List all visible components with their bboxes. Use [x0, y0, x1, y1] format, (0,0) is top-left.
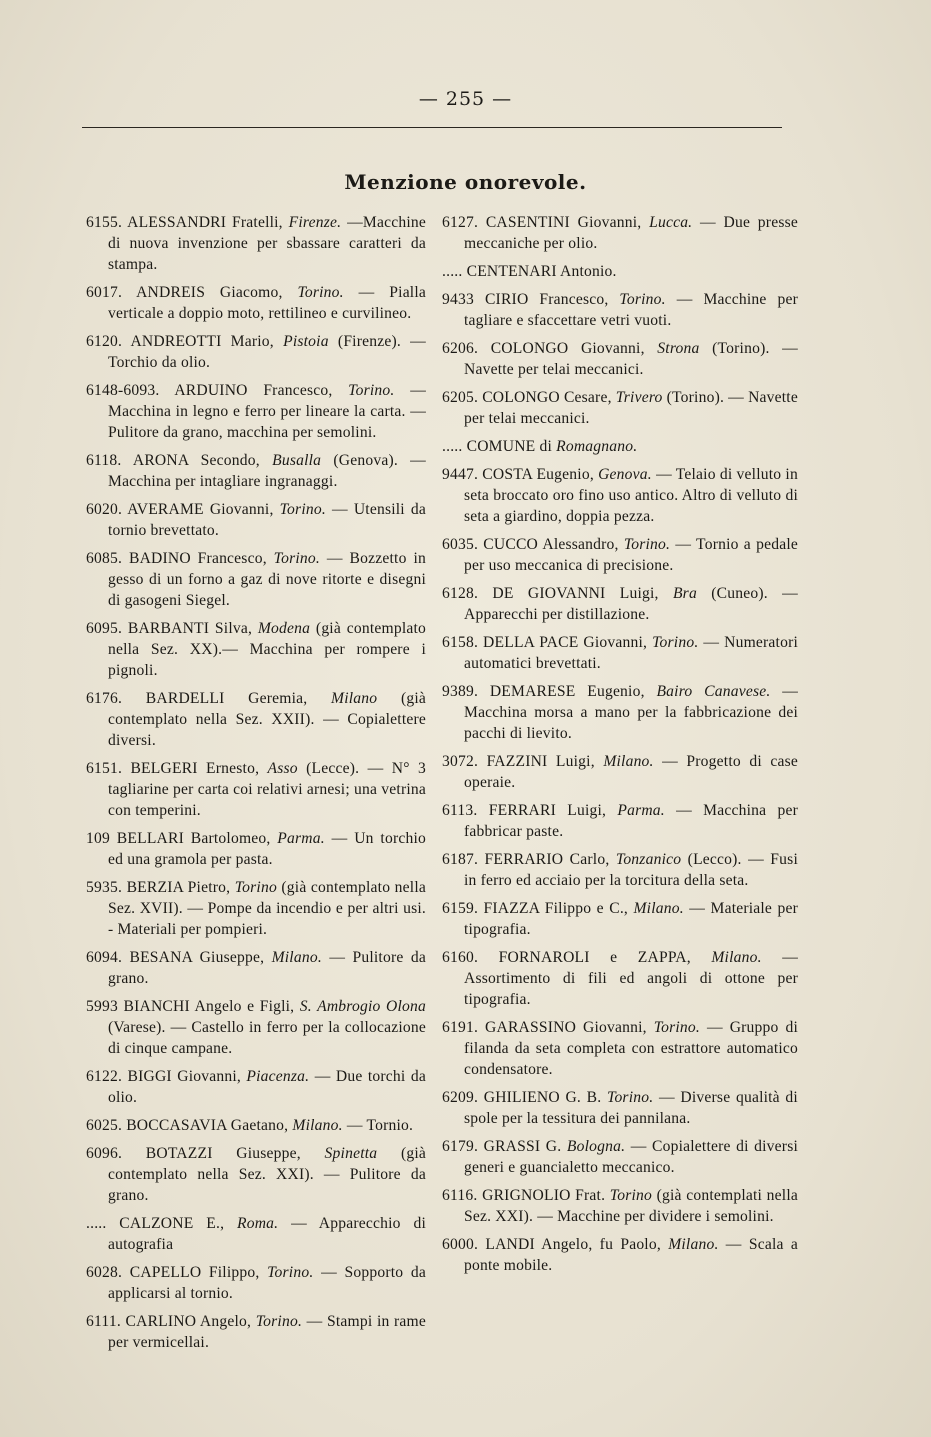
- exhibitor-name: CARLINO Angelo,: [125, 1313, 252, 1330]
- entry-number: 6000.: [442, 1236, 479, 1253]
- entry-description: — Macchina morsa a mano per la fabbricazione dei pacchi di lievito.: [464, 683, 798, 742]
- entry-number: 6120.: [86, 333, 123, 350]
- exhibitor-location: Bologna.: [566, 1138, 626, 1155]
- right-column: [442, 212, 798, 1283]
- exhibitor-name: BARDELLI Geremia,: [145, 690, 308, 707]
- exhibitor-name: DE GIOVANNI Luigi,: [492, 585, 659, 602]
- exhibitor-name: ARDUINO Francesco,: [174, 382, 333, 399]
- exhibitor-location: Torino: [234, 879, 277, 896]
- exhibitor-location: Torino.: [273, 550, 321, 567]
- exhibitor-name: BARBANTI Silva,: [127, 620, 253, 637]
- exhibitor-location: S. Ambrogio Olona: [299, 998, 426, 1015]
- entry-description: (già contemplato nella Sez. XXI). — Pulitore da grano.: [108, 1145, 426, 1204]
- exhibitor-name: COSTA Eugenio,: [482, 466, 594, 483]
- exhibitor-name: GARASSINO Giovanni,: [485, 1019, 647, 1036]
- exhibitor-location: Milano.: [633, 900, 684, 917]
- entry-description: —Macchine di nuova invenzione per sbassare caratteri da stampa.: [108, 214, 426, 273]
- entry-description: — Materiale per tipografia.: [464, 900, 799, 938]
- entry-description: — Tornio.: [346, 1117, 414, 1134]
- entry-number: 6155.: [86, 214, 123, 231]
- exhibitor-name: BOTAZZI Giuseppe,: [145, 1145, 301, 1162]
- exhibitor-location: Tonzanico: [615, 851, 682, 868]
- catalog-entry: [442, 751, 798, 793]
- entry-description: — Sopporto da applicarsi al tornio.: [108, 1264, 426, 1302]
- entry-number: 6127.: [442, 214, 479, 231]
- entry-number: 3072.: [442, 753, 479, 770]
- entry-description: — Gruppo di filanda da seta completa con estrattore automatico condensatore.: [464, 1019, 798, 1078]
- exhibitor-location: Lucca.: [649, 214, 693, 231]
- entry-number: 6035.: [442, 536, 479, 553]
- entry-number: .....: [442, 438, 463, 455]
- entry-description: (Varese). — Castello in ferro per la collocazione di cinque campane.: [108, 1019, 426, 1057]
- exhibitor-location: Milano.: [668, 1236, 719, 1253]
- entry-number: 6113.: [442, 802, 478, 819]
- page-number: — 255 —: [418, 88, 513, 110]
- exhibitor-location: Torino.: [279, 501, 326, 518]
- entry-number: 9389.: [442, 683, 479, 700]
- entry-description: — Utensili da tornio brevettato.: [108, 501, 426, 539]
- entry-number: 6094.: [86, 949, 123, 966]
- exhibitor-name: ANDREOTTI Mario,: [130, 333, 274, 350]
- exhibitor-name: DEMARESE Eugenio,: [489, 683, 645, 700]
- exhibitor-location: Milano: [331, 690, 378, 707]
- entry-number: 6191.: [442, 1019, 479, 1036]
- entry-description: (già contemplato nella Sez. XXII). — Copialettere diversi.: [108, 690, 426, 749]
- entry-number: 6128.: [442, 585, 479, 602]
- exhibitor-name: CAPELLO Filippo,: [129, 1264, 260, 1281]
- entry-description: — Progetto di case operaie.: [464, 753, 798, 791]
- exhibitor-location: Parma.: [277, 830, 325, 847]
- exhibitor-location: Bairo Canavese.: [656, 683, 771, 700]
- catalog-entry: [86, 618, 426, 681]
- catalog-entry: [86, 877, 426, 940]
- entry-description: — Due torchi da olio.: [108, 1068, 426, 1106]
- exhibitor-location: Strona: [657, 340, 700, 357]
- exhibitor-location: Romagnano.: [556, 438, 638, 455]
- exhibitor-location: Piacenza.: [246, 1068, 310, 1085]
- entry-number: 6148-6093.: [86, 382, 160, 399]
- entry-description: — Un torchio ed una gramola per pasta.: [108, 830, 426, 868]
- entry-description: — Macchina in legno e ferro per lineare la carta. — Pulitore da grano, macchina per semolini.: [108, 382, 426, 441]
- entry-description: (Torino). — Navette per telai meccanici.: [464, 340, 798, 378]
- catalog-entry: [442, 289, 798, 331]
- entry-number: 6028.: [86, 1264, 123, 1281]
- exhibitor-location: Torino.: [619, 291, 666, 308]
- entry-number: 5935.: [86, 879, 123, 896]
- catalog-entry: [442, 1087, 798, 1129]
- exhibitor-name: LANDI Angelo, fu Paolo,: [485, 1236, 661, 1253]
- exhibitor-name: FERRARI Luigi,: [488, 802, 607, 819]
- exhibitor-location: Milano.: [711, 949, 762, 966]
- entry-number: 6122.: [86, 1068, 123, 1085]
- catalog-entry: [442, 1234, 798, 1276]
- exhibitor-location: Pistoia: [283, 333, 329, 350]
- exhibitor-location: Torino: [609, 1187, 653, 1204]
- exhibitor-name: CALZONE E.,: [119, 1215, 225, 1232]
- exhibitor-location: Torino.: [348, 382, 395, 399]
- exhibitor-name: CASENTINI Giovanni,: [485, 214, 642, 231]
- catalog-entry: [86, 1262, 426, 1304]
- exhibitor-location: Spinetta: [324, 1145, 378, 1162]
- catalog-entry: [86, 688, 426, 751]
- entry-number: 6025.: [86, 1117, 123, 1134]
- exhibitor-name: COLONGO Cesare,: [482, 389, 612, 406]
- exhibitor-name: BERZIA Pietro,: [126, 879, 231, 896]
- entry-description: — Bozzetto in gesso di un forno a gaz di nove ritorte e disegni di gasogeni Siegel.: [108, 550, 426, 609]
- catalog-entry: [86, 1143, 426, 1206]
- catalog-entry: [86, 331, 426, 373]
- entry-number: 6187.: [442, 851, 479, 868]
- catalog-entry: [442, 387, 798, 429]
- entry-description: — Stampi in rame per vermicellai.: [108, 1313, 427, 1351]
- exhibitor-location: Torino.: [267, 1264, 314, 1281]
- section-heading: Menzione onorevole.: [344, 170, 587, 194]
- exhibitor-location: Torino.: [607, 1089, 654, 1106]
- exhibitor-location: Trivero: [615, 389, 663, 406]
- entry-number: 6179.: [442, 1138, 479, 1155]
- catalog-entry: [442, 436, 798, 457]
- entry-number: 9447.: [442, 466, 479, 483]
- exhibitor-location: Firenze.: [288, 214, 342, 231]
- exhibitor-name: BADINO Francesco,: [128, 550, 267, 567]
- catalog-entry: [86, 282, 426, 324]
- entry-description: (Firenze). — Torchio da olio.: [108, 333, 426, 371]
- exhibitor-location: Parma.: [617, 802, 665, 819]
- exhibitor-name: ARONA Secondo,: [132, 452, 260, 469]
- entry-description: (Lecce). — N° 3 tagliarine per carta coi relativi arnesi; una vetrina con temperini.: [108, 760, 426, 819]
- exhibitor-location: Modena: [257, 620, 311, 637]
- entry-description: (Cuneo). — Apparecchi per distillazione.: [464, 585, 798, 623]
- exhibitor-location: Torino.: [653, 1019, 701, 1036]
- left-column: [86, 212, 426, 1360]
- catalog-entry: [442, 338, 798, 380]
- exhibitor-location: Asso: [267, 760, 298, 777]
- catalog-entry: [442, 849, 798, 891]
- catalog-entry: [86, 1311, 426, 1353]
- catalog-entry: [86, 450, 426, 492]
- exhibitor-name: ANDREIS Giacomo,: [136, 284, 283, 301]
- entry-description: — Telaio di velluto in seta broccato oro fino uso antico. Altro di velluto di seta a giardino, doppia pezza.: [464, 466, 798, 525]
- exhibitor-name: FIAZZA Filippo e C.,: [483, 900, 629, 917]
- exhibitor-name: BESANA Giuseppe,: [129, 949, 265, 966]
- entry-description: — Scala a ponte mobile.: [464, 1236, 798, 1274]
- entry-number: 9433: [442, 291, 474, 308]
- entry-description: — Diverse qualità di spole per la tessitura dei pannilana.: [464, 1089, 798, 1127]
- catalog-entry: [86, 758, 426, 821]
- catalog-entry: [442, 681, 798, 744]
- exhibitor-location: Milano.: [292, 1117, 343, 1134]
- exhibitor-location: Genova.: [598, 466, 652, 483]
- catalog-entry: [442, 212, 798, 254]
- catalog-entry: [442, 1017, 798, 1080]
- catalog-entry: [86, 828, 426, 870]
- catalog-entry: [86, 1213, 426, 1255]
- entry-number: 6116.: [442, 1187, 478, 1204]
- entry-number: 6118.: [86, 452, 122, 469]
- catalog-entry: [442, 583, 798, 625]
- exhibitor-name: CIRIO Francesco,: [484, 291, 609, 308]
- exhibitor-location: Bra: [672, 585, 697, 602]
- entry-description: — Pialla verticale a doppio moto, rettilineo e curvilineo.: [108, 284, 426, 322]
- catalog-entry: [442, 1185, 798, 1227]
- catalog-entry: [86, 947, 426, 989]
- catalog-entry: [442, 261, 798, 282]
- entry-description: (Lecco). — Fusi in ferro ed acciaio per la torcitura della seta.: [464, 851, 798, 889]
- entry-number: .....: [442, 263, 463, 280]
- exhibitor-name: FERRARIO Carlo,: [484, 851, 610, 868]
- entry-number: .....: [86, 1215, 107, 1232]
- exhibitor-name: GRASSI G.: [483, 1138, 562, 1155]
- entry-number: 6205.: [442, 389, 479, 406]
- exhibitor-name: AVERAME Giovanni,: [127, 501, 274, 518]
- catalog-entry: [86, 380, 426, 443]
- entry-number: 6151.: [86, 760, 123, 777]
- exhibitor-name: ALESSANDRI Fratelli,: [127, 214, 283, 231]
- exhibitor-location: Torino.: [255, 1313, 303, 1330]
- exhibitor-name: CENTENARI Antonio.: [466, 263, 617, 280]
- entry-number: 6096.: [86, 1145, 123, 1162]
- entry-number: 6095.: [86, 620, 123, 637]
- exhibitor-name: FAZZINI Luigi,: [486, 753, 595, 770]
- header-rule: [82, 127, 782, 128]
- entry-description: — Copialettere di diversi generi e guancialetto meccanico.: [464, 1138, 798, 1176]
- exhibitor-name: FORNAROLI e ZAPPA,: [498, 949, 691, 966]
- catalog-entry: [442, 632, 798, 674]
- entry-number: 6020.: [86, 501, 123, 518]
- entry-number: 5993: [86, 998, 118, 1015]
- entry-description: — Pulitore da grano.: [108, 949, 426, 987]
- entry-number: 6206.: [442, 340, 479, 357]
- exhibitor-location: Torino.: [652, 634, 699, 651]
- entry-description: (Torino). — Navette per telai meccanici.: [464, 389, 798, 427]
- catalog-entry: [442, 898, 798, 940]
- entry-description: (già contemplati nella Sez. XXI). — Macchine per dividere i semolini.: [464, 1187, 798, 1225]
- exhibitor-name: COLONGO Giovanni,: [490, 340, 645, 357]
- catalog-entry: [86, 212, 426, 275]
- catalog-entry: [442, 1136, 798, 1178]
- entry-description: — Macchine per tagliare e sfaccettare vetri vuoti.: [464, 291, 798, 329]
- entry-description: — Apparecchio di autografia: [108, 1215, 426, 1253]
- exhibitor-location: Milano.: [603, 753, 654, 770]
- entry-number: 6160.: [442, 949, 479, 966]
- entry-number: 6176.: [86, 690, 123, 707]
- exhibitor-name: COMUNE di: [466, 438, 553, 455]
- exhibitor-name: GRIGNOLIO Frat.: [482, 1187, 606, 1204]
- catalog-entry: [442, 534, 798, 576]
- catalog-entry: [442, 800, 798, 842]
- entry-number: 6159.: [442, 900, 479, 917]
- exhibitor-location: Torino.: [297, 284, 344, 301]
- exhibitor-name: BELGERI Ernesto,: [130, 760, 260, 777]
- catalog-entry: [86, 499, 426, 541]
- entry-description: — Tornio a pedale per uso meccanica di precisione.: [464, 536, 799, 574]
- exhibitor-location: Torino.: [623, 536, 671, 553]
- entry-description: — Numeratori automatici brevettati.: [464, 634, 799, 672]
- catalog-entry: [86, 548, 426, 611]
- entry-number: 6209.: [442, 1089, 479, 1106]
- exhibitor-location: Milano.: [271, 949, 322, 966]
- entry-number: 6111.: [86, 1313, 121, 1330]
- entry-number: 6085.: [86, 550, 123, 567]
- entry-number: 109: [86, 830, 110, 847]
- entry-description: — Macchina per fabbricar paste.: [464, 802, 798, 840]
- exhibitor-name: CUCCO Alessandro,: [483, 536, 619, 553]
- entry-description: (già contemplato nella Sez. XVII). — Pompe da incendio e per altri usi. - Materiali per pompieri.: [108, 879, 426, 938]
- exhibitor-location: Roma.: [236, 1215, 279, 1232]
- entry-number: 6017.: [86, 284, 123, 301]
- catalog-entry: [442, 947, 798, 1010]
- catalog-entry: [442, 464, 798, 527]
- exhibitor-name: BOCCASAVIA Gaetano,: [126, 1117, 289, 1134]
- entry-description: — Due presse meccaniche per olio.: [464, 214, 798, 252]
- catalog-entry: [86, 1066, 426, 1108]
- entry-number: 6158.: [442, 634, 479, 651]
- exhibitor-name: BELLARI Bartolomeo,: [116, 830, 271, 847]
- exhibitor-name: BIANCHI Angelo e Figli,: [123, 998, 295, 1015]
- exhibitor-name: DELLA PACE Giovanni,: [483, 634, 648, 651]
- entry-description: — Assortimento di fili ed angoli di ottone per tipografia.: [464, 949, 799, 1008]
- exhibitor-location: Busalla: [272, 452, 322, 469]
- entry-description: (già contemplato nella Sez. XX).— Macchina per rompere i pignoli.: [108, 620, 426, 679]
- exhibitor-name: BIGGI Giovanni,: [127, 1068, 241, 1085]
- entry-description: (Genova). — Macchina per intagliare ingranaggi.: [108, 452, 426, 490]
- catalog-entry: [86, 1115, 426, 1136]
- catalog-entry: [86, 996, 426, 1059]
- exhibitor-name: GHILIENO G. B.: [483, 1089, 602, 1106]
